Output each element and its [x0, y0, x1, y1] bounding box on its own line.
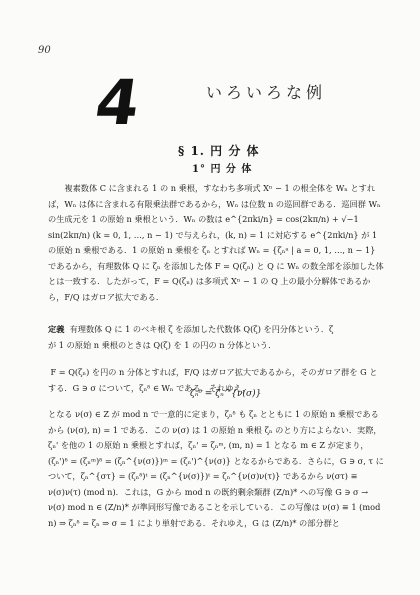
- chapter-title: いろいろな例: [206, 83, 327, 102]
- page-number: 90: [38, 45, 51, 56]
- definition-text-1: 有理数体 Q に 1 のベキ根 ζ を添加した代数体 Q(ζ) を円分体という．ζ: [69, 324, 334, 334]
- definition-line-1: [48, 322, 384, 338]
- subsection-heading: 1° 円 分 体: [192, 164, 253, 175]
- chapter-number: 4: [90, 66, 145, 139]
- formula: ζₙᵟ = ζₙ^{ν(σ)}: [190, 389, 262, 399]
- definition-label: 定義: [48, 324, 65, 334]
- definition-line-2: が 1 の原始 n 乗根のときは Q(ζ) を 1 の円の n 分体という．: [48, 339, 277, 350]
- section-heading: § 1. 円 分 体: [178, 144, 260, 158]
- definition-paragraph: [48, 322, 384, 353]
- paragraph-4: となる ν(σ) ∈ Z が mod n で一意的に定まり，ζₙᵟ も ζₙ とともに 1 の原始 n 乗根であるから (ν(σ), n) = 1 である．この ν(σ) は 1 の原始 n 乗根 ζₙ のとり方によらない．実際，ζₙ' を他の 1 の原始 n 乗根とすれば，ζₙ' = ζₙᵐ, (m, n) = 1 となる m ∈ Z が定まり，(ζₙ')ᵟ = (ζₙᵐ)ᵟ = (ζₙ^{ν(σ)})ᵐ = (ζₙ')^{ν(σ)} となるからである．さらに，G ∋ σ, τ について，ζₙ^{στ} = (ζₙᵟ)ᵗ = (ζₙ^{ν(σ)})ᵗ = ζₙ^{ν(σ)ν(τ)} であるから ν(στ) ≡ ν(σ)ν(τ) (mod n)．これは，G から mod n の既約剰余類群 (Z/n)* への写像 G ∋ σ → ν(σ) mod n ∈ (Z/n)* が準同形写像であることを示している．この写像は ν(σ) ≡ 1 (mod n) ⇒ ζₙᵟ = ζₙ ⇒ σ = 1 により単射である．それゆえ，G は (Z/n)* の部分群と: [48, 409, 384, 528]
- paragraph-1: 複素数体 C に含まれる 1 の n 乗根，すなわち多項式 Xⁿ − 1 の根全体を Wₙ とすれば，Wₙ は体に含まれる有限乗法群であるから，Wₙ は位数 n の巡回群である．巡回群 Wₙ の生成元を 1 の原始 n 乗根という．Wₙ の数は e^{2πki/n} = cos(2kπ/n) + √−1 sin(2kπ/n) (k = 0, 1, …, n − 1) で与えられ，(k, n) = 1 に対応する e^{2πki/n} が 1 の原始 n 乗根である．1 の原始 n 乗根を ζₙ とすれば Wₙ = {ζₙᵃ | a = 0, 1, …, n − 1} であるから，有理数体 Q に ζₙ を添加した体 F = Q(ζₙ) と Q に Wₙ の数全部を添加した体とは一致する．したがって，F = Q(ζₙ) は多項式 Xⁿ − 1 の Q 上の最小分解体であるから，F/Q はガロア拡大である．: [48, 183, 384, 302]
- paragraph-3: F = Q(ζₙ) を円の n 分体とすれば，F/Q はガロア拡大であるから，そのガロア群を G とする．G ∋ σ について，ζₙᵟ ∈ Wₙ である．それゆえ，: [48, 367, 378, 393]
